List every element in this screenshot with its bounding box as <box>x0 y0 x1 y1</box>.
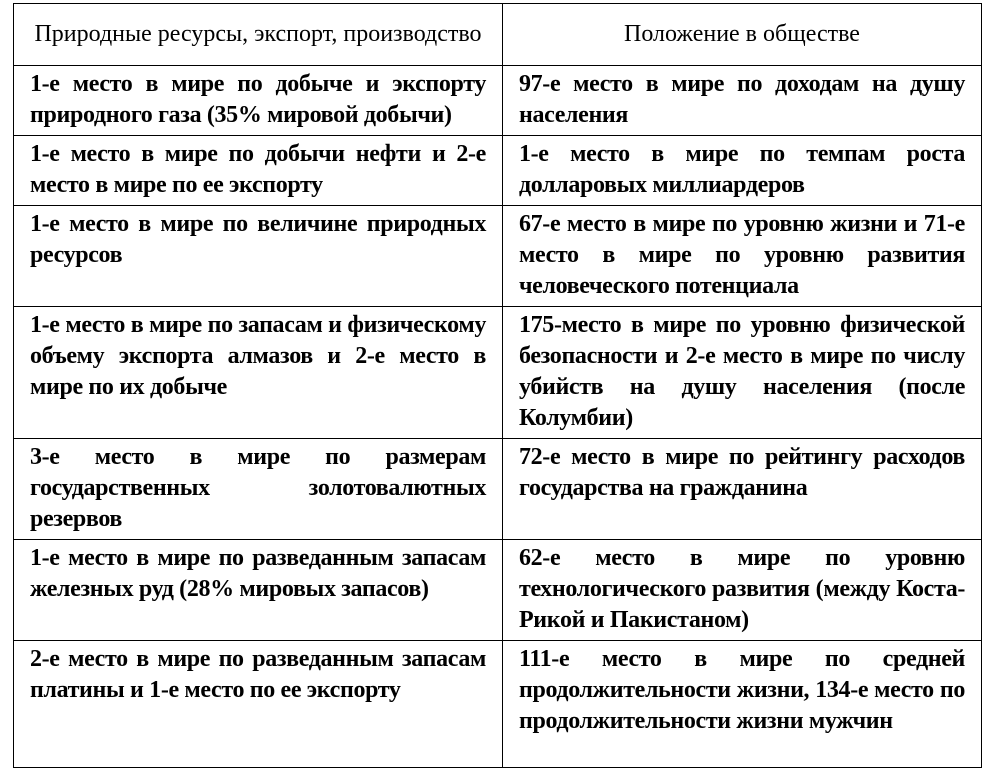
cell-text: 1-е место в мире по добыче и экспорту природного газа (35% мировой добычи) <box>30 71 486 128</box>
table-header-row <box>14 4 982 66</box>
cell-text: 62-е место в мире по уровню технологического развития (между Коста-Рикой и Пакистаном) <box>519 545 965 633</box>
cell-text: 72-е место в мире по рейтингу расходов государства на гражданина <box>519 444 965 501</box>
cell-text: 1-е место в мире по величине природных ресурсов <box>30 211 486 268</box>
table-row <box>14 136 982 206</box>
cell-text: 1-е место в мире по запасам и физическому объему экспорта алмазов и 2-е место в мире по их добыче <box>30 312 486 400</box>
table-row <box>14 540 982 641</box>
table-row <box>14 641 982 768</box>
resources-cell <box>14 206 503 307</box>
cell-text: 175-место в мире по уровню физической безопасности и 2-е место в мире по числу убийств на душу населения (после Колумбии) <box>519 312 965 431</box>
cell-text: 67-е место в мире по уровню жизни и 71-е место в мире по уровню развития человеческого потенциала <box>519 211 965 299</box>
society-cell <box>503 439 982 540</box>
cell-text: 97-е место в мире по доходам на душу населения <box>519 71 965 128</box>
society-cell <box>503 136 982 206</box>
society-cell <box>503 540 982 641</box>
resources-cell <box>14 307 503 439</box>
cell-text: 1-е место в мире по темпам роста долларовых миллиардеров <box>519 141 965 198</box>
cell-text: 1-е место в мире по добычи нефти и 2-е место в мире по ее экспорту <box>30 141 486 198</box>
table-row <box>14 206 982 307</box>
society-cell <box>503 641 982 768</box>
table-row <box>14 66 982 136</box>
resources-cell <box>14 641 503 768</box>
resources-cell <box>14 439 503 540</box>
society-cell <box>503 66 982 136</box>
header-resources: Природные ресурсы, экспорт, производство <box>14 4 503 66</box>
society-cell <box>503 206 982 307</box>
table-row <box>14 439 982 540</box>
resources-cell <box>14 136 503 206</box>
resources-cell <box>14 66 503 136</box>
cell-text: 2-е место в мире по разведанным запасам платины и 1-е место по ее экспорту <box>30 646 486 703</box>
cell-text: 3-е место в мире по размерам государственных золотовалютных резервов <box>30 444 486 532</box>
comparison-table <box>13 3 982 768</box>
resources-cell <box>14 540 503 641</box>
header-society: Положение в обществе <box>503 4 982 66</box>
table-row <box>14 307 982 439</box>
society-cell <box>503 307 982 439</box>
cell-text: 111-е место в мире по средней продолжительности жизни, 134-е место по продолжительности жизни мужчин <box>519 646 965 734</box>
cell-text: 1-е место в мире по разведанным запасам железных руд (28% мировых запасов) <box>30 545 486 602</box>
